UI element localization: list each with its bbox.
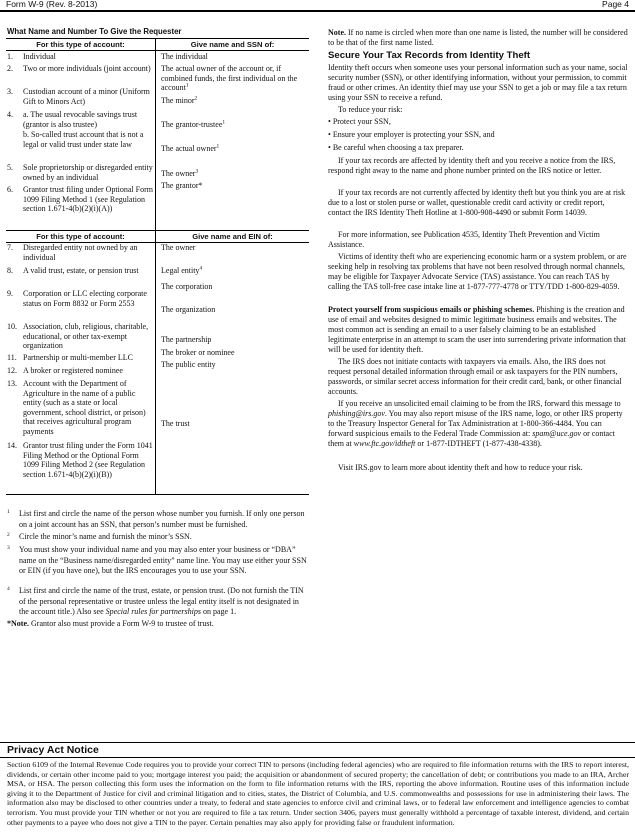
ein-row-right: The partnership bbox=[161, 335, 212, 344]
forward-email-para: If you receive an unsolicited email claiming to be from the IRS, forward this message to phishing@irs.gov. You may also report misuse of the IRS name, logo, or other IRS property to the Treasury Inspector General for Tax Administration at 1-800-366-4484. You can forward suspicious emails to the Federal Trade Commission at: spam@uce.gov or contact them at www.ftc.gov/idtheft or 1-877-IDTHEFT (1-877-438-4338). bbox=[328, 399, 623, 449]
row-number: 12. bbox=[7, 366, 17, 375]
ssn-row-right: The actual owner$^1$ bbox=[161, 143, 220, 153]
account-type: a. The usual revocable savings trust (grantor is also trustee) bbox=[23, 110, 138, 129]
identity-theft-para-4: If your tax records are not currently affected by identity theft but you think you are at risk due to a lost or stolen purse or wallet, questionable credit card activity or credit report, contact the IRS Identity Theft Hotline at 1-800-908-4490 or submit Form 14039. bbox=[328, 188, 626, 218]
row-number: 1. bbox=[7, 52, 13, 61]
account-type: Individual bbox=[23, 52, 56, 61]
row-number: 9. bbox=[7, 289, 13, 298]
row-number: 2. bbox=[7, 64, 13, 73]
footnote-ref: 1 bbox=[185, 82, 189, 89]
privacy-body: Section 6109 of the Internal Revenue Code requires you to provide your correct TIN to persons (including federal agencies) who are required to file information returns with the IRS to report interest, dividends, or certain other income paid to you; mortgage interest you paid; the acquisition or abandonment of secured property; the cancellation of debt; or contributions you made to an IRA, Archer MSA, or HSA. The person collecting this form uses the information on the form to file information returns with the IRS, reporting the above information. Routine uses of this information include giving it to the Department of Justice for civil and criminal litigation and to cities, states, the District of Columbia, and U.S. commonwealths and possessions for use in administering their laws. The information also may be disclosed to other countries under a treaty, to federal and state agencies to enforce civil and criminal laws, or to federal law enforcement and intelligence agencies to combat terrorism. You must provide your TIN whether or not you are required to file a tax return. Under section 3406, payers must generally withhold a percentage of taxable interest, dividend, and certain other payments to a payee who does not give a TIN to the payer. Certain penalties may also apply for providing false or fraudulent information. bbox=[7, 760, 629, 827]
account-type: Corporation or LLC electing corporate status on Form 8832 or Form 2553 bbox=[23, 289, 147, 308]
page-number: Page 4 bbox=[602, 0, 629, 9]
identity-theft-para-6: Victims of identity theft who are experiencing economic harm or a system problem, or are seeking help in resolving tax problems that have not been resolved through normal channels, may be eligible for Taxpayer Advocate Service (TAS) assistance. You can reach TAS by calling the TAS toll-free case intake line at 1-877-777-4778 or TTY/TDD 1-800-829-4059. bbox=[328, 252, 627, 292]
row-number: 5. bbox=[7, 163, 13, 172]
ssn-table-header bbox=[6, 38, 309, 51]
account-type: Two or more individuals (joint account) bbox=[23, 64, 151, 73]
footnote-ref: 1 bbox=[216, 143, 220, 150]
identity-theft-para-5: For more information, see Publication 4535, Identity Theft Prevention and Victim Assistance. bbox=[328, 230, 600, 250]
ssn-row-right: The minor$^2$ bbox=[161, 95, 198, 105]
account-type: Sole proprietorship or disregarded entity owned by an individual bbox=[23, 163, 153, 182]
footnote-ref: 2 bbox=[194, 95, 198, 102]
table-title: What Name and Number To Give the Requester bbox=[7, 27, 182, 36]
row-number: 7. bbox=[7, 243, 13, 252]
account-type: Account with the Department of Agriculture in the name of a public entity (such as a state or local government, school district, or prison) that receives agricultural program payments bbox=[23, 379, 146, 436]
footnote-ref: 4 bbox=[199, 265, 203, 272]
grantor-note: *Note. Grantor also must provide a Form W-9 to trustee of trust. bbox=[7, 619, 214, 628]
reduce-risk-label: To reduce your risk: bbox=[338, 105, 403, 114]
ein-header-left: For this type of account: bbox=[36, 232, 125, 241]
identity-theft-para-3: If your tax records are affected by identity theft and you receive a notice from the IRS, respond right away to the name and phone number printed on the IRS notice or letter. bbox=[328, 156, 616, 176]
ssn-row-right: The individual bbox=[161, 52, 208, 61]
ein-row-right: Legal entity$^4$ bbox=[161, 265, 203, 275]
form-label: Form W-9 (Rev. 8-2013) bbox=[6, 0, 98, 9]
account-type: Association, club, religious, charitable, educational, or other tax-exempt organization bbox=[23, 322, 149, 351]
identity-theft-para-1: Identity theft occurs when someone uses your personal information such as your name, social security number (SSN), or other identifying information, without your permission, to commit fraud or other crimes. An identity thief may use your SSN to get a job or may file a tax return using your SSN to receive a refund. bbox=[328, 63, 628, 103]
row-number: 3. bbox=[7, 87, 13, 96]
risk-bullet-1: • Protect your SSN, bbox=[328, 117, 391, 126]
account-type: A broker or registered nominee bbox=[23, 366, 123, 375]
ftc-url-link[interactable]: www.ftc.gov/idtheft bbox=[353, 439, 416, 449]
header-rule bbox=[0, 10, 635, 12]
table-divider-bottom bbox=[155, 230, 156, 495]
account-type: Grantor trust filing under the Form 1041 Filing Method or the Optional Form 1099 Filing Method 2 (see Regulation section 1.671-4(b)(2)(i)(B)) bbox=[23, 441, 153, 479]
table-divider-top bbox=[155, 38, 156, 230]
phishing-email-link[interactable]: phishing@irs.gov bbox=[328, 409, 385, 419]
ssn-row-right: The grantor* bbox=[161, 181, 203, 190]
row-number: 11. bbox=[7, 353, 17, 362]
irs-contact-para: The IRS does not initiate contacts with taxpayers via emails. Also, the IRS does not request personal detailed information through email or ask taxpayers for the PIN numbers, passwords, or similar secret access information for their credit card, bank, or other financial accounts. bbox=[328, 357, 622, 397]
phishing-para: Protect yourself from suspicious emails or phishing schemes. Phishing is the creation and use of email and websites designed to mimic legitimate business emails and websites. The most common act is sending an email to a user falsely claiming to be an established legitimate enterprise in an attempt to scam the user into surrendering private information that will be used for identity theft. bbox=[328, 305, 626, 355]
page-header bbox=[0, 0, 635, 10]
ssn-header-right: Give name and SSN of: bbox=[190, 40, 275, 49]
visit-irs-para: Visit IRS.gov to learn more about identity theft and how to reduce your risk. bbox=[338, 463, 583, 472]
ein-header-right: Give name and EIN of: bbox=[192, 232, 273, 241]
row-number: 14. bbox=[7, 441, 17, 450]
ssn-header-left: For this type of account: bbox=[36, 40, 125, 49]
row-number: 10. bbox=[7, 322, 17, 331]
row-number: 13. bbox=[7, 379, 17, 388]
ssn-row-right: The grantor-trustee$^1$ bbox=[161, 119, 226, 129]
ein-row-right: The organization bbox=[161, 305, 216, 314]
ssn-row-right: The actual owner of the account or, if combined funds, the first individual on the account$^1$ bbox=[161, 64, 298, 93]
account-type: Disregarded entity not owned by an individual bbox=[23, 243, 138, 262]
partnership-rules-ref: Special rules for partnerships bbox=[105, 607, 201, 616]
spam-email-link[interactable]: spam@uce.gov bbox=[532, 429, 582, 439]
account-type: Partnership or multi-member LLC bbox=[23, 353, 133, 362]
account-type: Custodian account of a minor (Uniform Gift to Minors Act) bbox=[23, 87, 150, 106]
phishing-heading: Protect yourself from suspicious emails or phishing schemes. bbox=[328, 305, 535, 314]
row-number: 6. bbox=[7, 185, 13, 194]
table-bottom-rule bbox=[6, 494, 309, 495]
risk-bullet-2: • Ensure your employer is protecting your SSN, and bbox=[328, 130, 495, 139]
footnote-ref: 3 bbox=[195, 168, 199, 175]
risk-bullet-3: • Be careful when choosing a tax preparer. bbox=[328, 143, 464, 152]
ein-table-header bbox=[6, 230, 309, 243]
account-type: Grantor trust filing under Optional Form 1099 Filing Method 1 (see Regulation section 1.671-4(b)(2)(i)(A)) bbox=[23, 185, 153, 214]
row-number: 4. bbox=[7, 110, 13, 119]
account-type: A valid trust, estate, or pension trust bbox=[23, 266, 139, 275]
ssn-row-right: The owner$^3$ bbox=[161, 168, 199, 178]
ein-row-right: The corporation bbox=[161, 282, 213, 291]
account-type: b. So-called trust account that is not a legal or valid trust under state law bbox=[23, 130, 144, 149]
identity-theft-heading: Secure Your Tax Records from Identity Theft bbox=[328, 50, 531, 61]
privacy-title-rule bbox=[0, 757, 635, 758]
privacy-top-rule bbox=[0, 742, 635, 743]
circled-name-note: Note. If no name is circled when more than one name is listed, the number will be considered to be that of the first name listed. bbox=[328, 28, 628, 48]
ein-row-right: The broker or nominee bbox=[161, 348, 235, 357]
row-number: 8. bbox=[7, 266, 13, 275]
ein-row-right: The trust bbox=[161, 419, 190, 428]
footnote-ref: 1 bbox=[222, 119, 226, 126]
ein-row-right: The owner bbox=[161, 243, 196, 252]
privacy-title: Privacy Act Notice bbox=[7, 744, 99, 756]
ein-row-right: The public entity bbox=[161, 360, 216, 369]
